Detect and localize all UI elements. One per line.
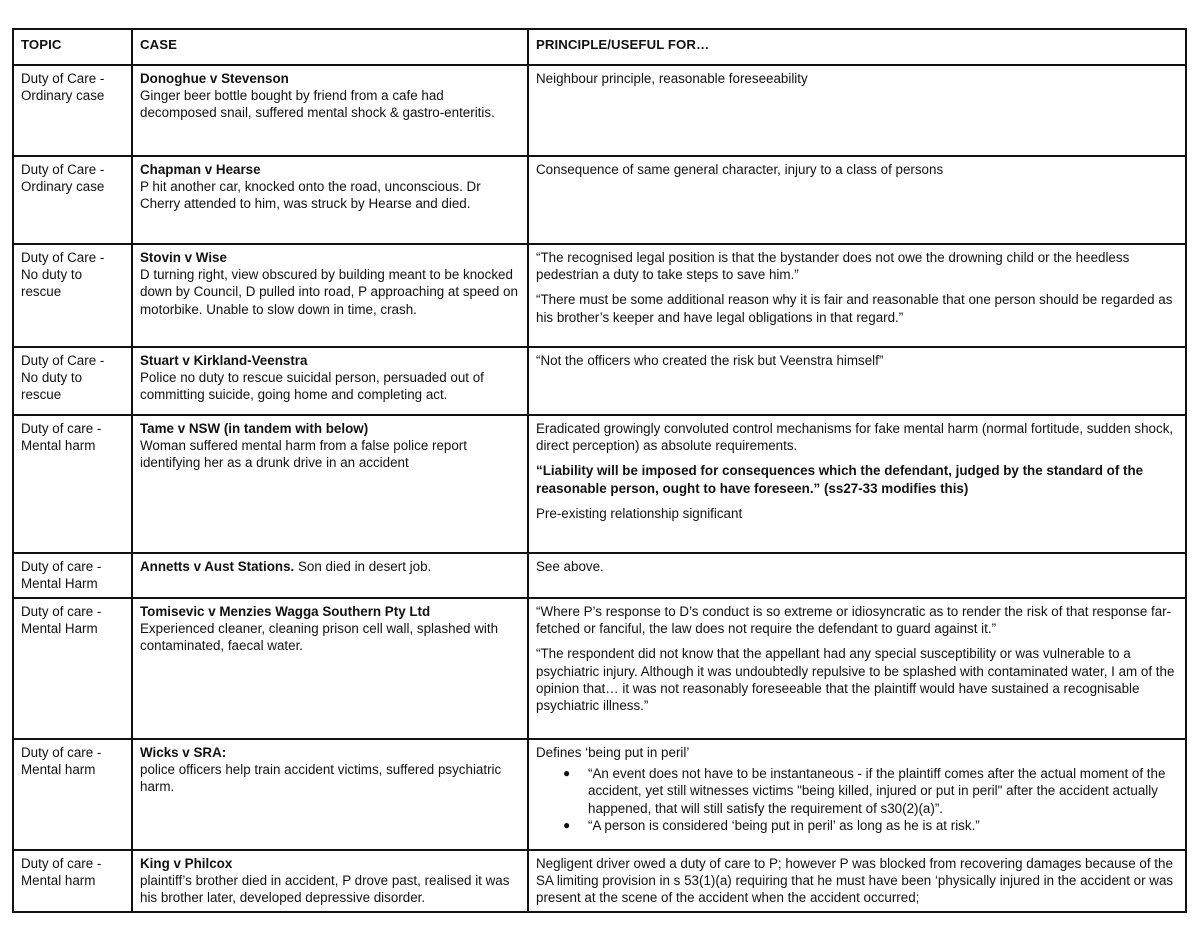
table-row bbox=[13, 739, 1186, 850]
table-row bbox=[13, 415, 1186, 553]
principle-cell bbox=[528, 553, 1186, 598]
case-name: Tomisevic v Menzies Wagga Southern Pty Ltd bbox=[140, 604, 431, 619]
bullet-text: “A person is considered ‘being put in peril’ as long as he is at risk.” bbox=[588, 817, 980, 833]
principle-cell bbox=[528, 415, 1186, 553]
principle-text: See above. bbox=[536, 559, 604, 574]
principle-text: Neighbour principle, reasonable foreseeability bbox=[536, 71, 808, 86]
case-description: police officers help train accident victims, suffered psychiatric harm. bbox=[140, 762, 502, 795]
principle-cell bbox=[528, 850, 1186, 912]
principle-cell bbox=[528, 598, 1186, 739]
topic-cell: Duty of Care - Ordinary case bbox=[13, 65, 132, 156]
principle-cell bbox=[528, 739, 1186, 850]
table-row bbox=[13, 850, 1186, 912]
table-row bbox=[13, 156, 1186, 244]
table-row bbox=[13, 598, 1186, 739]
case-cell bbox=[132, 244, 528, 347]
case-cell bbox=[132, 156, 528, 244]
case-name: Stovin v Wise bbox=[140, 250, 227, 265]
bullet-icon: ● bbox=[563, 766, 571, 781]
case-description: D turning right, view obscured by building meant to be knocked down by Council, D pulled into road, P approaching at speed on motorbike. Unable to slow down in time, crash. bbox=[140, 267, 518, 317]
case-name: King v Philcox bbox=[140, 856, 233, 871]
case-name: Donoghue v Stevenson bbox=[140, 71, 289, 86]
case-cell bbox=[132, 65, 528, 156]
case-name: Stuart v Kirkland-Veenstra bbox=[140, 353, 308, 368]
header-principle: PRINCIPLE/USEFUL FOR… bbox=[528, 29, 1186, 65]
table-row bbox=[13, 553, 1186, 598]
bullet-icon: ● bbox=[563, 817, 571, 832]
header-case: CASE bbox=[132, 29, 528, 65]
principle-quote: “Where P’s response to D’s conduct is so extreme or idiosyncratic as to render the risk of that response far-fetched or fanciful, the law does not require the defendant to guard against it.” bbox=[536, 604, 1172, 637]
header-row bbox=[13, 29, 1186, 65]
topic-cell: Duty of care - Mental harm bbox=[13, 850, 132, 912]
principle-quote: “The recognised legal position is that the bystander does not owe the drowning child or the heedless pedestrian a duty to take steps to save him.” bbox=[536, 250, 1130, 283]
case-description: Experienced cleaner, cleaning prison cell wall, splashed with contaminated, faecal water. bbox=[140, 621, 499, 654]
principle-quote: “The respondent did not know that the appellant had any special susceptibility or was vulnerable to a psychiatric injury. Although it was undoubtedly repulsive to be splashed with contaminated water, I am of the opinion that… it was not reasonably foreseeable that the plaintiff would have sustained a recognisable psychiatric illness.” bbox=[536, 646, 1175, 714]
principle-quote: “Not the officers who created the risk but Veenstra himself” bbox=[536, 353, 884, 368]
case-cell bbox=[132, 347, 528, 415]
principle-quote-bold: “Liability will be imposed for consequences which the defendant, judged by the standard of the reasonable person, ought to have foreseen.” (ss27-33 modifies this) bbox=[536, 463, 1144, 496]
case-description: Ginger beer bottle bought by friend from a cafe had decomposed snail, suffered mental shock & gastro-enteritis. bbox=[140, 88, 495, 121]
case-name: Annetts v Aust Stations. bbox=[140, 559, 295, 574]
case-cell bbox=[132, 850, 528, 912]
principle-cell bbox=[528, 244, 1186, 347]
case-description: Police no duty to rescue suicidal person, persuaded out of committing suicide, going home and completing act. bbox=[140, 370, 484, 403]
case-cell bbox=[132, 739, 528, 850]
case-name: Tame v NSW (in tandem with below) bbox=[140, 421, 369, 436]
topic-cell: Duty of care - Mental Harm bbox=[13, 598, 132, 739]
principle-cell bbox=[528, 65, 1186, 156]
case-cell bbox=[132, 415, 528, 553]
list-item bbox=[563, 765, 1179, 817]
case-description: P hit another car, knocked onto the road, unconscious. Dr Cherry attended to him, was struck by Hearse and died. bbox=[140, 179, 481, 212]
principle-cell bbox=[528, 347, 1186, 415]
principle-quote: “There must be some additional reason why it is fair and reasonable that one person should be regarded as his brother’s keeper and have legal obligations in that regard.” bbox=[536, 292, 1173, 325]
topic-cell: Duty of Care - No duty to rescue bbox=[13, 347, 132, 415]
topic-cell: Duty of care - Mental harm bbox=[13, 739, 132, 850]
bullet-text: “An event does not have to be instantaneous - if the plaintiff comes after the actual moment of the accident, yet still witnesses victims "being killed, injured or put in peril" after the accident actually happened, that will still satisfy the requirement of s30(2)(a)”. bbox=[588, 766, 1166, 816]
case-cell bbox=[132, 553, 528, 598]
header-topic: TOPIC bbox=[13, 29, 132, 65]
case-cell bbox=[132, 598, 528, 739]
list-item bbox=[563, 817, 1179, 834]
topic-cell: Duty of Care - No duty to rescue bbox=[13, 244, 132, 347]
principle-text: Consequence of same general character, injury to a class of persons bbox=[536, 162, 944, 177]
topic-cell: Duty of care - Mental Harm bbox=[13, 553, 132, 598]
table-row bbox=[13, 347, 1186, 415]
topic-cell: Duty of care - Mental harm bbox=[13, 415, 132, 553]
table-row bbox=[13, 65, 1186, 156]
case-description: Son died in desert job. bbox=[294, 559, 432, 574]
case-table bbox=[12, 28, 1187, 913]
principle-text: Pre-existing relationship significant bbox=[536, 505, 743, 521]
principle-cell bbox=[528, 156, 1186, 244]
principle-intro: Defines ‘being put in peril’ bbox=[536, 745, 690, 760]
case-description: Woman suffered mental harm from a false police report identifying her as a drunk drive in an accident bbox=[140, 438, 467, 471]
case-name: Wicks v SRA: bbox=[140, 745, 227, 760]
principle-text: Eradicated growingly convoluted control mechanisms for fake mental harm (normal fortitude, sudden shock, direct perception) as absolute requirements. bbox=[536, 421, 1174, 454]
case-description: plaintiff’s brother died in accident, P drove past, realised it was his brother later, developed depressive disorder. bbox=[140, 873, 510, 906]
principle-text: Negligent driver owed a duty of care to P; however P was blocked from recovering damages because of the SA limiting provision in s 53(1)(a) requiring that he must have been ‘physically injured in the accident or was present at the scene of the accident when the accident occurred; bbox=[536, 856, 1174, 906]
case-name: Chapman v Hearse bbox=[140, 162, 261, 177]
topic-cell: Duty of Care - Ordinary case bbox=[13, 156, 132, 244]
principle-bullet-list bbox=[536, 765, 1179, 834]
table-row bbox=[13, 244, 1186, 347]
